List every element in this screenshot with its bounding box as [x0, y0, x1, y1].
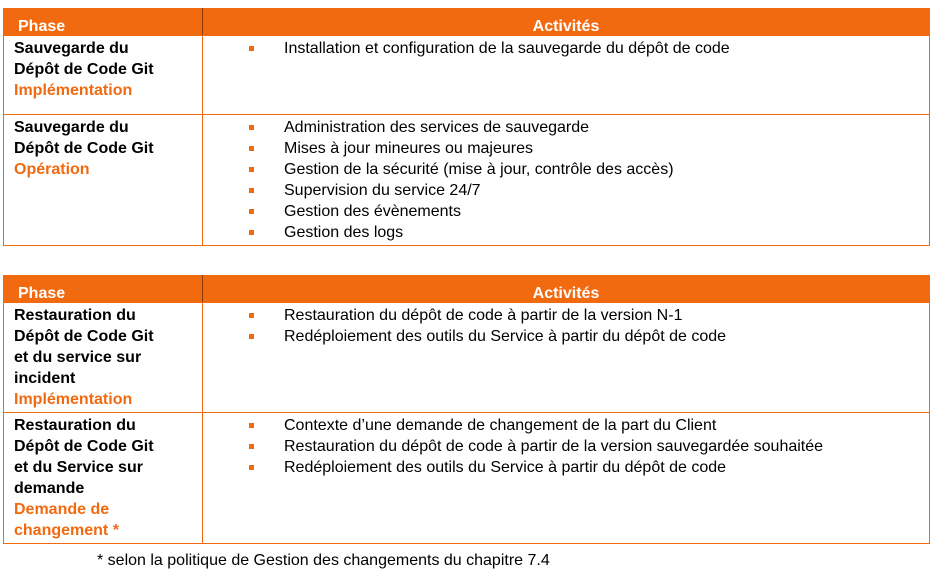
phase-type-label: changement * [14, 522, 119, 539]
phase-label: Sauvegarde du [14, 40, 129, 57]
list-item [203, 180, 929, 201]
activity-list [203, 38, 929, 59]
phase-type-label: Implémentation [14, 391, 133, 408]
phase-label: Restauration du [14, 307, 136, 324]
phase-cell [4, 413, 203, 544]
square-bullet-icon [249, 334, 254, 339]
phase-label: Dépôt de Code Git [14, 328, 154, 345]
square-bullet-icon [249, 423, 254, 428]
list-item [203, 38, 929, 59]
phase-label: et du service sur [14, 349, 142, 366]
table-row [4, 303, 930, 413]
activities-cell [203, 303, 930, 413]
activity-list [203, 117, 929, 243]
square-bullet-icon [249, 230, 254, 235]
list-item [203, 457, 929, 478]
phase-label: Dépôt de Code Git [14, 438, 154, 455]
activity-text: Redéploiement des outils du Service à partir du dépôt de code [284, 459, 727, 476]
list-item [203, 436, 929, 457]
list-item [203, 201, 929, 222]
activity-text: Gestion des logs [284, 224, 404, 241]
phase-column-header: Phase [4, 9, 203, 36]
restore-phase-table [3, 275, 930, 544]
list-item [203, 117, 929, 138]
square-bullet-icon [249, 209, 254, 214]
table-header-row [4, 9, 930, 36]
phase-label: Dépôt de Code Git [14, 140, 154, 157]
square-bullet-icon [249, 146, 254, 151]
square-bullet-icon [249, 167, 254, 172]
phase-label: incident [14, 370, 76, 387]
table-row [4, 115, 930, 246]
table-row [4, 413, 930, 544]
phase-column-header: Phase [4, 276, 203, 303]
phase-type-label: Demande de [14, 501, 110, 518]
activity-text: Supervision du service 24/7 [284, 182, 481, 199]
phase-label: Dépôt de Code Git [14, 61, 154, 78]
list-item [203, 159, 929, 180]
activity-list [203, 415, 929, 478]
phase-type-label: Implémentation [14, 82, 133, 99]
square-bullet-icon [249, 313, 254, 318]
activity-text: Administration des services de sauvegarde [284, 119, 590, 136]
table-row [4, 36, 930, 115]
activities-cell [203, 36, 930, 115]
activity-text: Restauration du dépôt de code à partir de la version N-1 [284, 307, 683, 324]
phase-label: et du Service sur [14, 459, 143, 476]
list-item [203, 326, 929, 347]
phase-cell [4, 303, 203, 413]
list-item [203, 222, 929, 243]
square-bullet-icon [249, 465, 254, 470]
activities-cell [203, 115, 930, 246]
activities-column-header: Activités [203, 9, 930, 36]
activity-text: Redéploiement des outils du Service à partir du dépôt de code [284, 328, 727, 345]
activity-text: Contexte d’une demande de changement de la part du Client [284, 417, 717, 434]
phase-cell [4, 36, 203, 115]
backup-phase-table [3, 8, 930, 246]
activity-text: Gestion de la sécurité (mise à jour, contrôle des accès) [284, 161, 674, 178]
list-item [203, 138, 929, 159]
square-bullet-icon [249, 125, 254, 130]
list-item [203, 415, 929, 436]
activity-text: Gestion des évènements [284, 203, 461, 220]
list-item [203, 305, 929, 326]
activity-text: Installation et configuration de la sauvegarde du dépôt de code [284, 40, 730, 57]
activity-list [203, 305, 929, 347]
phase-cell [4, 115, 203, 246]
phase-label: demande [14, 480, 85, 497]
square-bullet-icon [249, 46, 254, 51]
square-bullet-icon [249, 444, 254, 449]
phase-type-label: Opération [14, 161, 90, 178]
activity-text: Restauration du dépôt de code à partir de la version sauvegardée souhaitée [284, 438, 824, 455]
phase-label: Restauration du [14, 417, 136, 434]
square-bullet-icon [249, 188, 254, 193]
activity-text: Mises à jour mineures ou majeures [284, 140, 533, 157]
activities-cell [203, 413, 930, 544]
table-header-row [4, 276, 930, 303]
activities-column-header: Activités [203, 276, 930, 303]
footnote: * selon la politique de Gestion des changements du chapitre 7.4 [97, 552, 550, 569]
phase-label: Sauvegarde du [14, 119, 129, 136]
